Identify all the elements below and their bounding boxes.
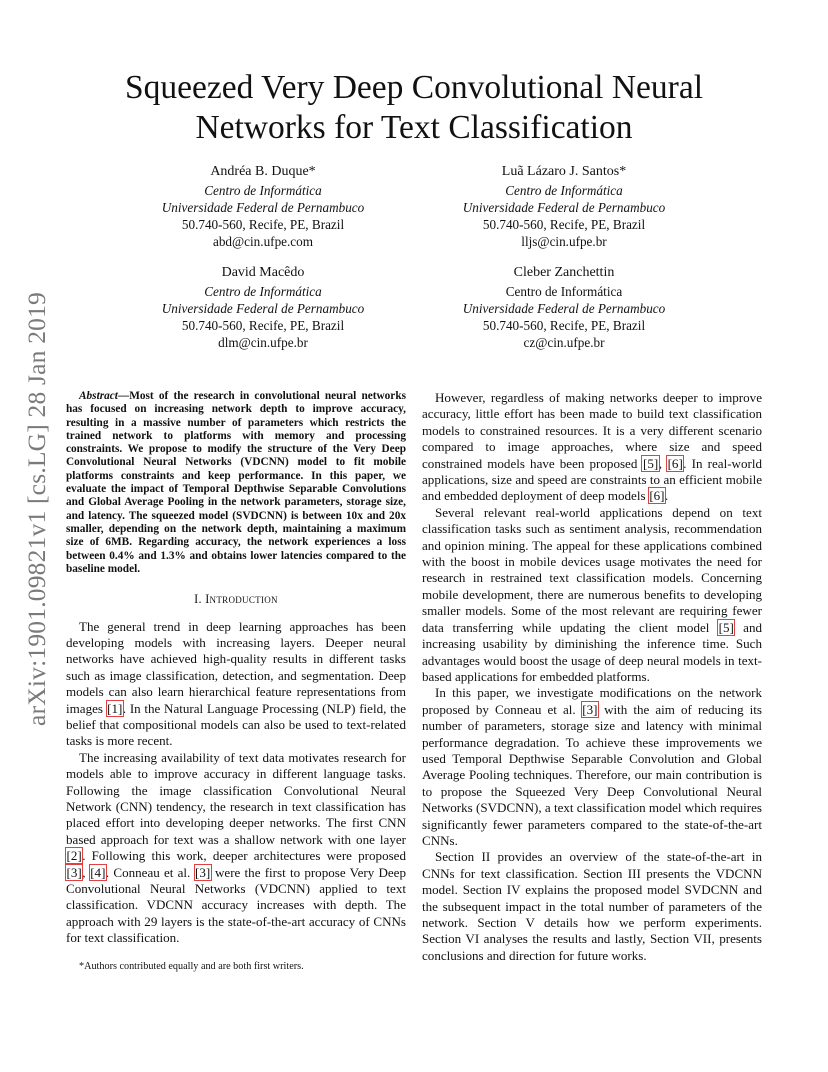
text-run: and increasing usability by diminishing the inference time. Such advantages would boost the usage of deep neural models in text-based applications for embedded platforms. [422, 619, 762, 684]
citation-link[interactable]: [6] [649, 488, 665, 504]
right-paragraph-1 [422, 390, 762, 505]
author-block-1 [113, 163, 413, 250]
author-email[interactable]: lljs@cin.ufpe.br [521, 234, 607, 249]
text-run: were the first to propose Very Deep Convolutional Neural Networks (VDCNN) applied to text classification. VDCNN accuracy increases with depth. The approach with 29 layers is the state-of-the-art accuracy of CNNs for text classification. [66, 864, 406, 946]
citation-link[interactable]: [6] [667, 455, 683, 471]
author-department: Centro de Informática [505, 284, 623, 299]
text-run: . In the Natural Language Processing (NLP) field, the belief that compositional models can also be used to text-related tasks is more recent. [66, 700, 407, 749]
text-run: In this paper, we investigate modifications on the network proposed by Conneau et al. [422, 685, 762, 717]
author-university: Universidade Federal de Pernambuco [161, 301, 365, 316]
right-column [422, 390, 762, 964]
author-department: Centro de Informática [505, 183, 623, 198]
author-address: 50.740-560, Recife, PE, Brazil [181, 318, 345, 333]
citation-link[interactable]: [5] [642, 455, 659, 471]
title-line-2: Networks for Text Classification [195, 109, 633, 146]
author-name: David Macêdo [221, 265, 305, 280]
author-address: 50.740-560, Recife, PE, Brazil [181, 217, 345, 232]
author-university: Universidade Federal de Pernambuco [462, 200, 666, 215]
text-run: , [658, 455, 668, 471]
author-block-4 [414, 264, 714, 351]
text-run: , [82, 864, 90, 880]
title-line-1: Squeezed Very Deep Convolutional Neural [124, 69, 704, 106]
intro-paragraph-1 [66, 619, 406, 750]
text-run: . Following this work, deeper architectures were proposed [82, 848, 406, 864]
text-run: . [665, 488, 669, 504]
citation-link[interactable]: [4] [90, 864, 106, 880]
author-address: 50.740-560, Recife, PE, Brazil [482, 318, 646, 333]
abstract [66, 390, 406, 576]
citation-link[interactable]: [2] [66, 848, 82, 864]
right-paragraph-4 [422, 849, 762, 964]
right-paragraph-2 [422, 505, 762, 685]
paper-title [80, 68, 748, 148]
author-university: Universidade Federal de Pernambuco [462, 301, 666, 316]
footnote: *Authors contributed equally and are both first writers. [79, 961, 304, 972]
section-heading-introduction [66, 591, 406, 607]
author-email[interactable]: cz@cin.ufpe.br [523, 335, 605, 350]
author-block-3 [113, 264, 413, 351]
citation-link[interactable]: [3] [195, 864, 211, 880]
left-column [66, 390, 406, 947]
author-name: Luã Lázaro J. Santos* [501, 164, 627, 179]
text-run: . In real-world applications, size and speed are constraints to an efficient mobile and embedded deployment of deep models [422, 455, 762, 504]
section-number: I. [194, 592, 206, 607]
arxiv-identifier-text: arXiv:1901.09821v1 [cs.LG] 28 Jan 2019 [22, 292, 51, 726]
text-run: The general trend in deep learning approaches has been developing models with increasing layers. Deeper neural networks have achieved high-quality results in different tasks such as image classification, detection, and segmentation. Deep models can also learn hierarchical feature representations from images [66, 618, 406, 716]
text-run: The increasing availability of text data motivates research for models able to improve accuracy in different language tasks. Following the image classification Convolutional Neural Network (CNN) tendency, the research in text classification has placed effort into developing deeper networks. The first CNN based approach for text was a shallow network with one layer [66, 749, 406, 847]
author-email[interactable]: abd@cin.ufpe.com [212, 234, 314, 249]
citation-link[interactable]: [3] [66, 864, 82, 880]
text-run: Section II provides an overview of the state-of-the-art in CNNs for text classification. Section III presents the VDCNN model. Section IV explains the proposed model SVDCNN and the subsequent impact in the total number of parameters of the network. Section V details how we perform experiments. Section VI analyses the results and lastly, Section VII, presents conclusions and direction for future works. [422, 849, 762, 963]
right-paragraph-3 [422, 685, 762, 849]
author-email[interactable]: dlm@cin.ufpe.br [218, 335, 308, 350]
author-block-2 [414, 163, 714, 250]
citation-link[interactable]: [5] [718, 619, 734, 635]
citation-link[interactable]: [1] [107, 700, 123, 716]
author-department: Centro de Informática [204, 183, 322, 198]
author-name: Cleber Zanchettin [513, 265, 615, 280]
text-run: . Conneau et al. [105, 864, 195, 880]
text-run: with the aim of reducing its number of parameters, storage size and latency with minimal performance degradation. To achieve these improvements we used Temporal Depthwise Separable Convolution and Global Average Pooling techniques. Therefore, our main contribution is to propose the Squeezed Very Deep Convolutional Neural Networks (SVDCNN), a text classification model which requires significantly fewer parameters compared to the state-of-the-art CNNs. [422, 701, 763, 848]
text-run: Several relevant real-world applications depend on text classification tasks such as sentiment analysis, recommendation and opinion mining. The appeal for these applications combined with the boost in mobile devices usage motivates the need for research in restrained text classification models. Concerning mobile development, there are numerous benefits to developing smaller models. Some of the most relevant are requiring fewer data transferring while updating the client model [422, 504, 762, 635]
author-university: Universidade Federal de Pernambuco [161, 200, 365, 215]
author-address: 50.740-560, Recife, PE, Brazil [482, 217, 646, 232]
abstract-text: —Most of the research in convolutional neural networks has focused on increasing network depth to improve accuracy, resulting in a massive number of parameters which restricts the trained network to platforms with memory and processing constraints. We propose to modify the structure of the Very Deep Convolutional Neural Networks (VDCNN) model to fit mobile platforms constraints and keep performance. In this paper, we evaluate the impact of Temporal Depthwise Separable Convolutions and Global Average Pooling in the network parameters, storage size, and latency. The squeezed model (SVDCNN) is between 10x and 20x smaller, depending on the network depth, maintaining a maximum size of 6MB. Regarding accuracy, the network experiences a loss between 0.4% and 1.3% and obtains lower latencies compared to the baseline model. [66, 390, 406, 575]
author-name: Andréa B. Duque* [210, 164, 316, 179]
abstract-lead: Abstract [79, 390, 118, 402]
intro-paragraph-2 [66, 750, 406, 947]
text-run: However, regardless of making networks deeper to improve accuracy, little effort has been made to build text classification models to constrained resources. It is a very different scenario compared to image approaches, where size and speed constrained models have been proposed [422, 390, 762, 471]
author-department: Centro de Informática [204, 284, 322, 299]
citation-link[interactable]: [3] [582, 701, 598, 717]
section-title: Introduction [205, 592, 278, 607]
